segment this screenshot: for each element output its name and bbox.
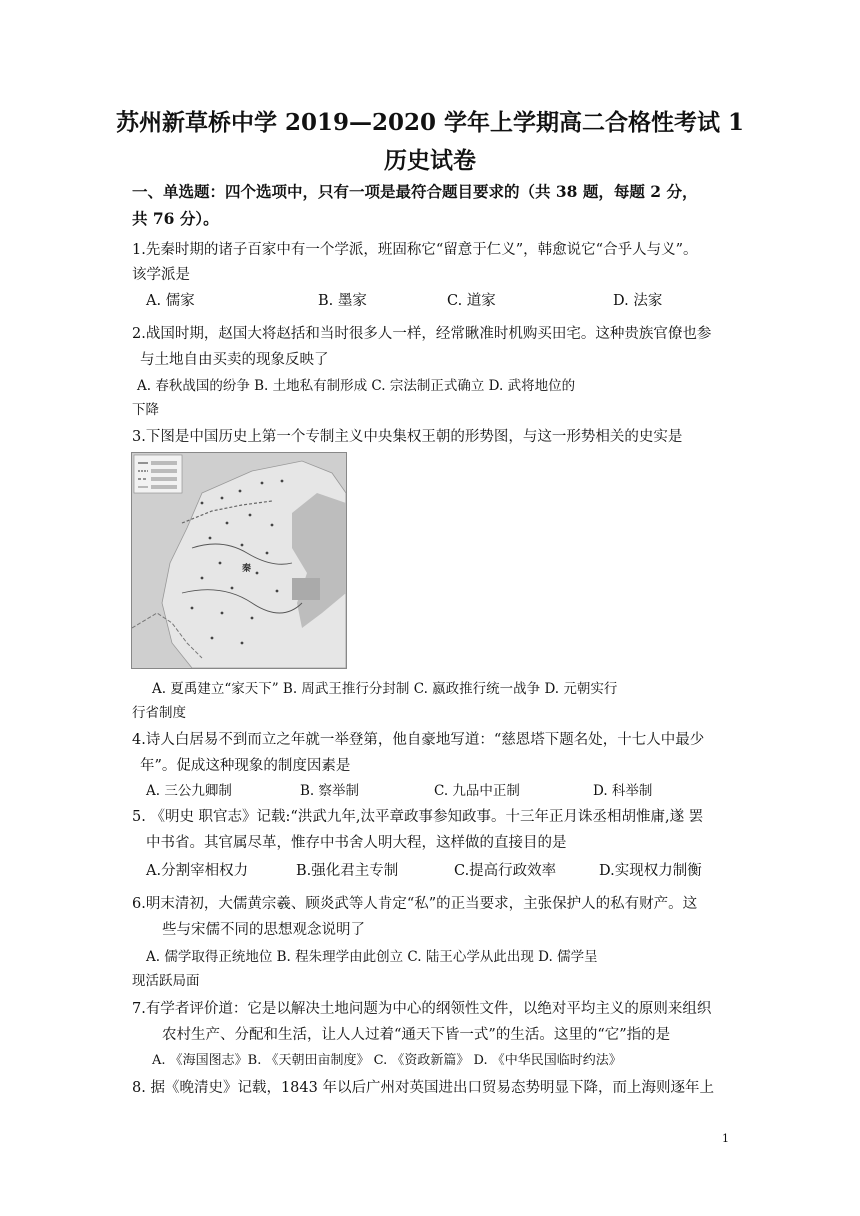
question-4-stem-cont: 年”。促成这种现象的制度因素是 [140, 758, 351, 774]
qin-dynasty-map [131, 452, 347, 669]
question-5-option-c: C.提高行政效率 [454, 863, 557, 879]
question-4-option-d: D. 科举制 [593, 783, 653, 799]
question-5-option-b: B.强化君主专制 [296, 863, 399, 879]
question-7-stem: 7.有学者评价道：它是以解决土地问题为中心的纲领性文件，以绝对平均主义的原则来组织 [132, 1001, 712, 1017]
question-1-option-d: D. 法家 [613, 293, 663, 309]
map-label: 秦 [242, 564, 252, 574]
section-heading-cont: 共 76 分）。 [132, 209, 219, 228]
question-3-options: A. 夏禹建立“家天下” B. 周武王推行分封制 C. 嬴政推行统一战争 D. 元朝实行 [152, 681, 618, 697]
question-1-option-a: A. 儒家 [146, 293, 195, 309]
question-4-stem: 4.诗人白居易不到而立之年就一举登第，他自豪地写道：“慈恩塔下题名处，十七人中最少 [132, 732, 705, 748]
question-1-option-c: C. 道家 [447, 293, 496, 309]
exam-title-line1: 苏州新草桥中学 2019—2020 学年上学期高二合格性考试 1 [115, 109, 745, 136]
question-4-option-c: C. 九品中正制 [434, 783, 520, 799]
question-6-stem-cont: 些与宋儒不同的思想观念说明了 [162, 922, 365, 938]
question-2-stem-cont: 与土地自由买卖的现象反映了 [140, 352, 329, 368]
question-3-stem: 3.下图是中国历史上第一个专制主义中央集权王朝的形势图，与这一形势相关的史实是 [132, 429, 683, 445]
question-4-option-a: A. 三公九卿制 [146, 783, 232, 799]
section-heading: 一、单选题：四个选项中，只有一项是最符合题目要求的（共 38 题，每题 2 分， [132, 182, 698, 201]
question-2-stem: 2.战国时期，赵国大将赵括和当时很多人一样，经常瞅准时机购买田宅。这种贵族官僚也参 [132, 326, 712, 342]
question-2-options: A. 春秋战国的纷争 B. 土地私有制形成 C. 宗法制正式确立 D. 武将地位的 [137, 378, 576, 394]
question-5-stem: 5. 《明史 职官志》记载:“洪武九年,汰平章政事参知政事。十三年正月诛丞相胡惟庸,遂 罢 [132, 809, 704, 825]
question-1-stem: 1.先秦时期的诸子百家中有一个学派，班固称它“留意于仁义”，韩愈说它“合乎人与义”。 [132, 242, 698, 258]
question-2-options-wrap: 下降 [132, 402, 159, 418]
page-number: 1 [722, 1132, 729, 1145]
question-1-stem-cont: 该学派是 [132, 267, 190, 283]
question-3-options-wrap: 行省制度 [132, 705, 186, 721]
question-4-option-b: B. 察举制 [300, 783, 360, 799]
question-7-stem-cont: 农村生产、分配和生活，让人人过着“通天下皆一式”的生活。这里的“它”指的是 [162, 1027, 671, 1043]
question-6-options: A. 儒学取得正统地位 B. 程朱理学由此创立 C. 陆王心学从此出现 D. 儒学呈 [146, 949, 598, 965]
exam-title-line2: 历史试卷 [384, 147, 476, 174]
question-1-option-b: B. 墨家 [318, 293, 367, 309]
question-7-options: A. 《海国图志》B. 《天朝田亩制度》 C. 《资政新篇》 D. 《中华民国临时约法》 [152, 1053, 622, 1068]
question-5-option-a: A.分割宰相权力 [146, 863, 249, 879]
question-5-stem-cont: 中书省。其官属尽革，惟存中书舍人明大程，这样做的直接目的是 [146, 835, 567, 851]
question-6-options-wrap: 现活跃局面 [132, 973, 200, 989]
question-5-option-d: D.实现权力制衡 [599, 863, 702, 879]
question-6-stem: 6.明末清初，大儒黄宗羲、顾炎武等人肯定“私”的正当要求，主张保护人的私有财产。这 [132, 896, 698, 912]
question-8-stem: 8. 据《晚清史》记载，1843 年以后广州对英国进出口贸易态势明显下降，而上海则逐年上 [132, 1080, 714, 1096]
